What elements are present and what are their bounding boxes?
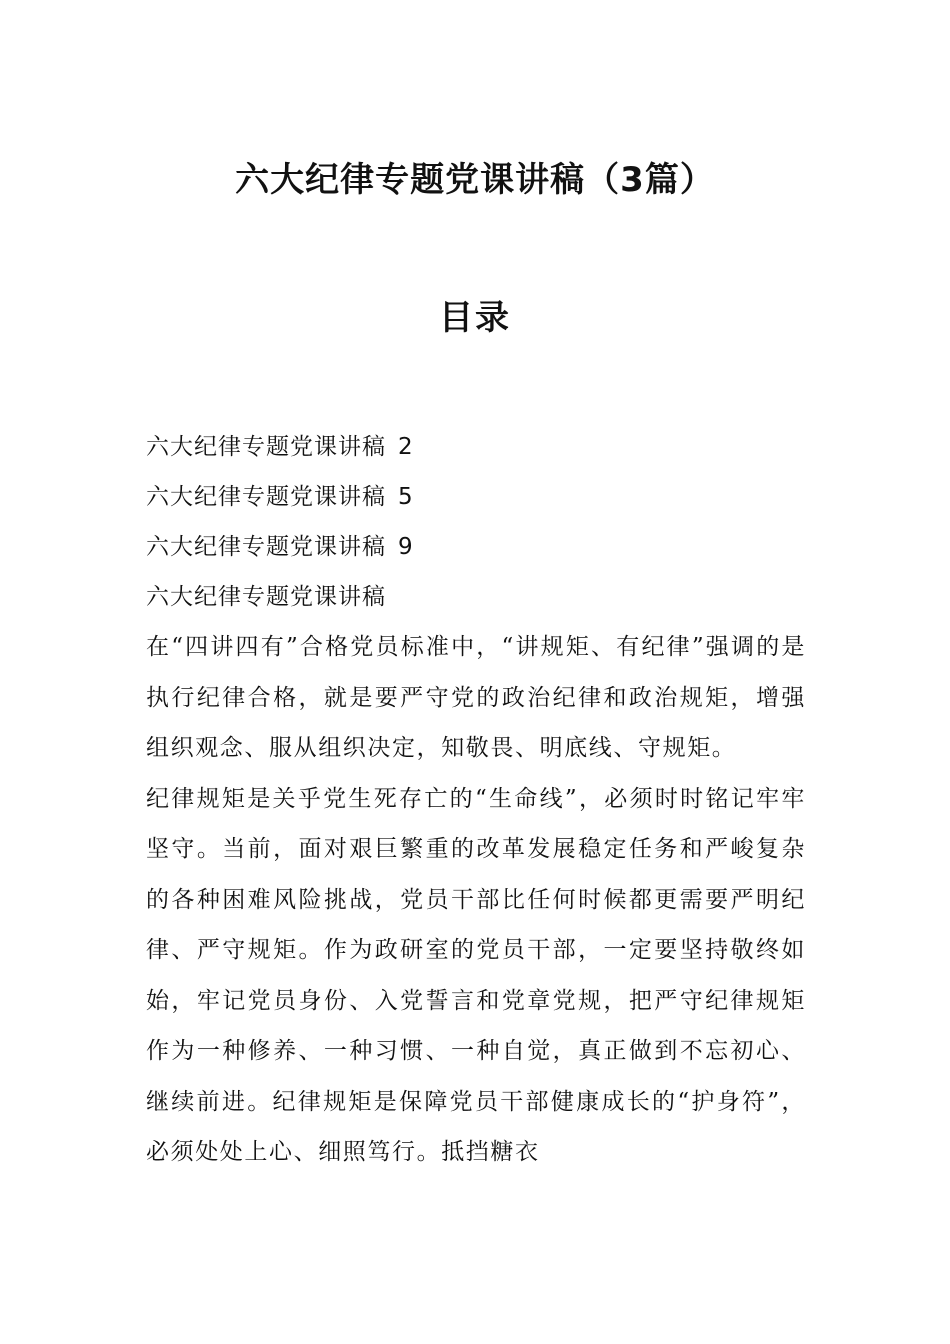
- document-title: 六大纪律专题党课讲稿（3篇）: [235, 160, 715, 200]
- article-body: [146, 572, 806, 1178]
- article-title: 六大纪律专题党课讲稿: [146, 584, 386, 610]
- toc-entry-label: 六大纪律专题党课讲稿: [146, 434, 386, 460]
- toc-entry-page: 5: [398, 484, 414, 510]
- paragraph: 纪律规矩是关乎党生死存亡的“生命线”，必须时时铭记牢牢坚守。当前，面对艰巨繁重的改革发展稳定任务和严峻复杂的各种困难风险挑战，党员干部比任何时候都更需要严明纪律、严守规矩。作为政研室的党员干部，一定要坚持敬终如始，牢记党员身份、入党誓言和党章党规，把严守纪律规矩作为一种修养、一种习惯、一种自觉，真正做到不忘初心、继续前进。纪律规矩是保障党员干部健康成长的“护身符”，必须处处上心、细照笃行。抵挡糖衣: [146, 785, 806, 1165]
- paragraph: 在“四讲四有”合格党员标准中，“讲规矩、有纪律”强调的是执行纪律合格，就是要严守党的政治纪律和政治规矩，增强组织观念、服从组织决定，知敬畏、明底线、守规矩。: [146, 634, 806, 761]
- toc-entry[interactable]: [146, 422, 806, 472]
- table-of-contents: [146, 422, 806, 572]
- toc-entry-label: 六大纪律专题党课讲稿: [146, 534, 386, 560]
- toc-entry[interactable]: [146, 522, 806, 572]
- toc-entry-page: 2: [398, 434, 414, 460]
- toc-entry-label: 六大纪律专题党课讲稿: [146, 484, 386, 510]
- toc-heading: 目录: [439, 298, 511, 338]
- toc-entry[interactable]: [146, 472, 806, 522]
- toc-entry-page: 9: [398, 534, 414, 560]
